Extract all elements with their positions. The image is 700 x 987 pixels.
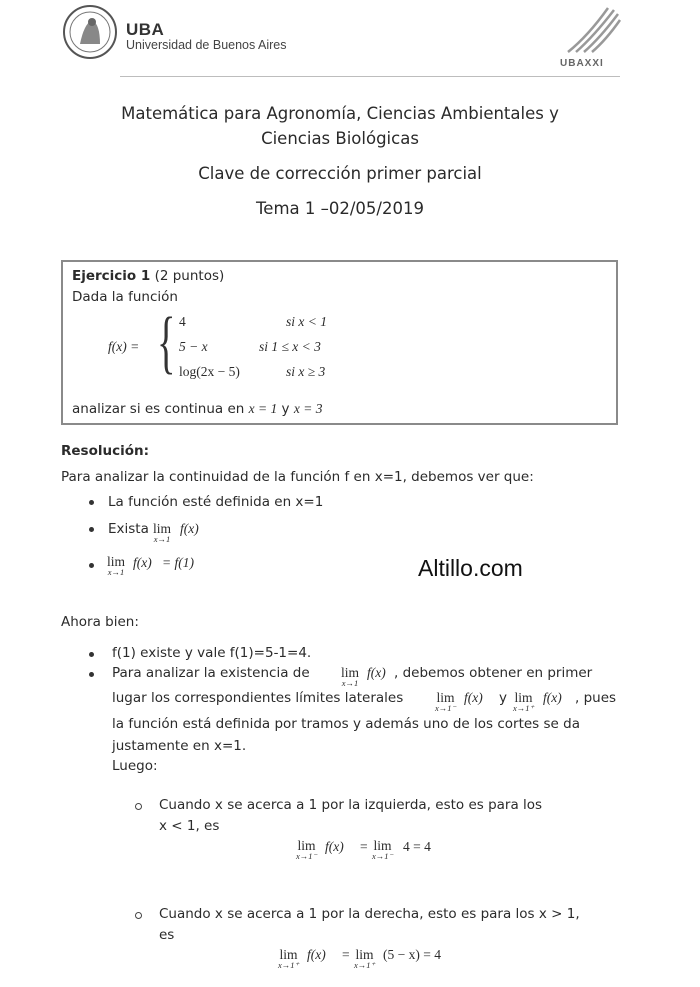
condition-defined: La función esté definida en x=1	[108, 494, 324, 510]
limit-fx: f(x)	[464, 690, 483, 705]
limit-fx: f(x)	[180, 521, 199, 536]
task-x1: x = 1	[248, 401, 278, 416]
limit-fx: f(x)	[307, 947, 326, 962]
and-text: y	[499, 690, 507, 706]
task-and: y	[281, 401, 290, 417]
right-limit-expression: lim x→1⁺	[354, 947, 376, 970]
uba-subtitle: Universidad de Buenos Aires	[126, 38, 287, 52]
exercise-points: (2 puntos)	[154, 268, 225, 284]
lugar-text: lugar los correspondientes límites laterales	[112, 690, 404, 706]
task-x3: x = 3	[293, 401, 323, 416]
piece-1-cond: si x < 1	[286, 314, 327, 329]
piece-3-expr: log(2x − 5)	[179, 364, 240, 379]
f1-value: f(1) existe y vale f(1)=5-1=4.	[112, 645, 312, 661]
limit-fx: f(x)	[367, 665, 386, 680]
para-analizar-end: , debemos obtener en primer	[394, 665, 593, 681]
limit-expression: lim x→1	[341, 665, 360, 688]
condition-exists-label: Exista	[108, 521, 149, 537]
resolution-heading: Resolución:	[61, 443, 150, 459]
bullet-dot	[89, 563, 94, 568]
luego-text: Luego:	[112, 758, 158, 774]
exercise-title: Ejercicio 1	[72, 268, 151, 284]
para-analizar-text: Para analizar la existencia de	[112, 665, 310, 681]
ahora-bien: Ahora bien:	[61, 614, 139, 630]
ubaxxi-label: UBAXXI	[560, 58, 604, 69]
course-title-line1: Matemática para Agronomía, Ciencias Ambientales y	[121, 104, 559, 123]
justamente-text: justamente en x=1.	[112, 738, 247, 754]
uba-title: UBA	[126, 20, 165, 39]
exam-theme-date: Tema 1 –02/05/2019	[256, 199, 424, 218]
uba-seal-logo	[62, 4, 118, 60]
tramos-text: la función está definida por tramos y además uno de los cortes se da	[112, 716, 580, 732]
left-case-line1: Cuando x se acerca a 1 por la izquierda, esto es para los	[159, 797, 543, 813]
sub-bullet	[135, 803, 142, 810]
task-text: analizar si es continua en	[72, 401, 245, 417]
pues-text: , pues	[575, 690, 617, 706]
limit-expression: lim x→1	[107, 554, 126, 577]
resolution-intro: Para analizar la continuidad de la función f en x=1, debemos ver que:	[61, 469, 534, 485]
exercise-intro: Dada la función	[72, 289, 178, 305]
course-title-line2: Ciencias Biológicas	[261, 129, 419, 148]
bullet-dot	[89, 500, 94, 505]
left-case-line2: x < 1, es	[159, 818, 220, 834]
limit-fx: f(x)	[543, 690, 562, 705]
equals-sign: =	[342, 947, 350, 962]
left-limit-expression: lim x→1⁻	[372, 838, 394, 861]
header-divider	[120, 76, 620, 77]
piece-3-cond: si x ≥ 3	[286, 364, 326, 379]
right-limit-expression: lim x→1⁺	[278, 947, 300, 970]
sub-bullet	[135, 912, 142, 919]
piece-2-expr: 5 − x	[179, 339, 208, 354]
function-name: f(x) =	[108, 339, 140, 354]
piece-2-cond: si 1 ≤ x < 3	[259, 339, 321, 354]
bullet-dot	[89, 652, 94, 657]
limit-equals-f1: = f(1)	[162, 555, 194, 570]
exam-key-title: Clave de corrección primer parcial	[198, 164, 482, 183]
exercise-heading	[72, 268, 224, 284]
limit-fx: f(x)	[325, 839, 344, 854]
right-case-line2: es	[159, 927, 175, 943]
piece-1-expr: 4	[179, 314, 186, 329]
right-limit-result: (5 − x) = 4	[383, 947, 441, 962]
exercise-task	[72, 401, 322, 417]
altillo-watermark: Altillo.com	[418, 555, 523, 581]
equals-sign: =	[360, 839, 368, 854]
bullet-dot	[89, 672, 94, 677]
left-limit-result: 4 = 4	[403, 839, 431, 854]
right-limit-expression: lim x→1⁺	[513, 690, 535, 713]
ubaxxi-logo	[558, 6, 622, 54]
left-limit-expression: lim x→1⁻	[296, 838, 318, 861]
right-case-line1: Cuando x se acerca a 1 por la derecha, esto es para los x > 1,	[159, 906, 580, 922]
limit-fx: f(x)	[133, 555, 152, 570]
piecewise-brace: {	[157, 304, 176, 381]
limit-expression: lim x→1	[153, 521, 172, 544]
bullet-dot	[89, 527, 94, 532]
left-limit-expression: lim x→1⁻	[435, 690, 457, 713]
